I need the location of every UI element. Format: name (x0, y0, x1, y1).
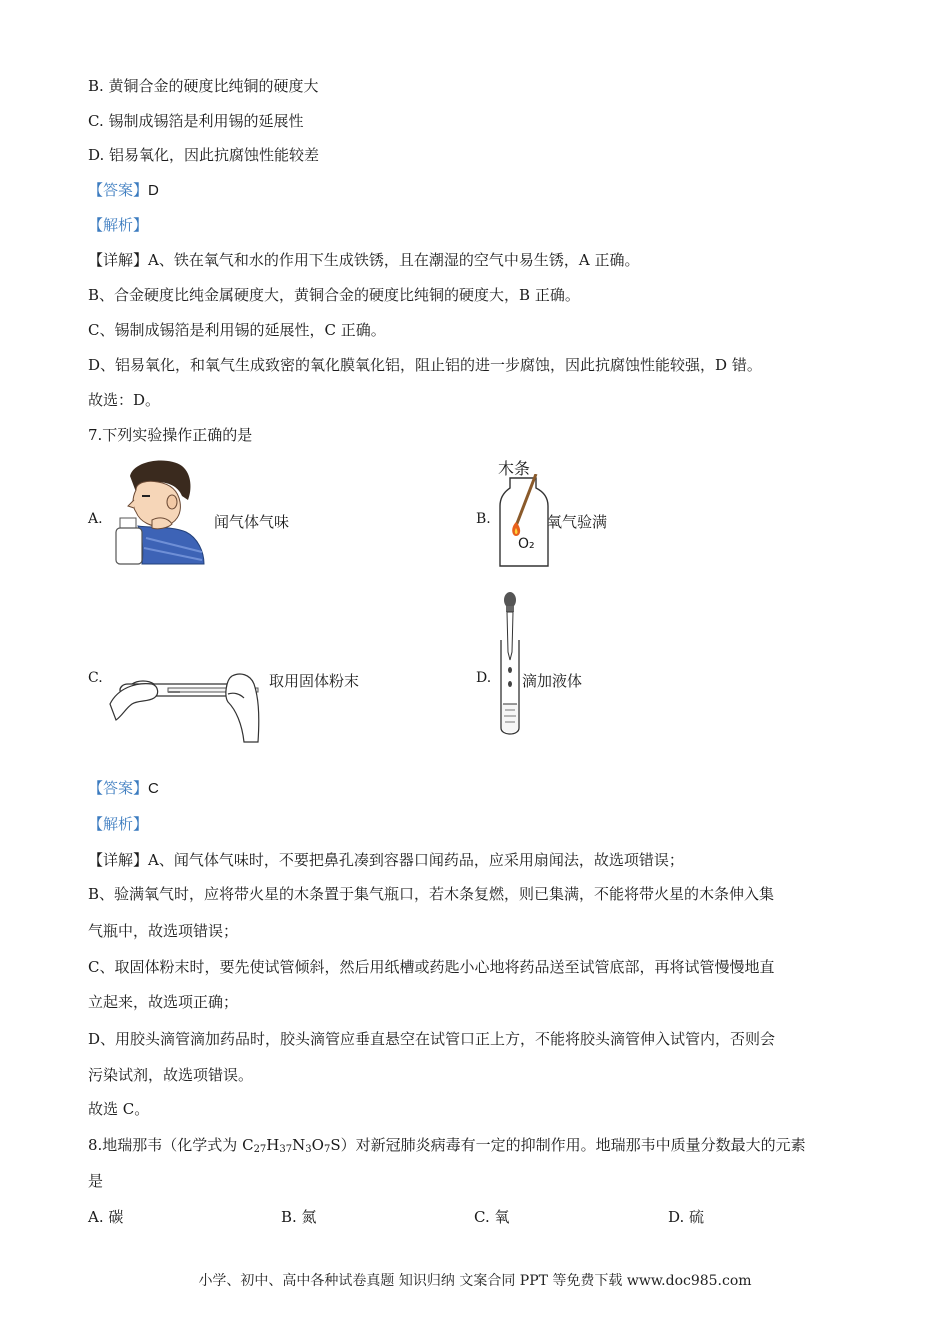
q7-detail-b2: 气瓶中，故选项错误； (88, 922, 239, 940)
q7-option-d-label: D. (476, 670, 492, 686)
el-n: N (292, 1136, 306, 1154)
analysis-tag: 【解析】 (88, 815, 149, 833)
detail-tag: 【详解】 (88, 851, 149, 869)
q7-option-b-label: B. (476, 511, 491, 527)
answer-tag: 【答案】 (88, 779, 149, 797)
smelling-gas-illustration (112, 456, 208, 566)
sub-h: 37 (279, 1144, 293, 1155)
detail-text: A、闻气体气味时，不要把鼻孔凑到容器口闻药品，应采用扇闻法，故选项错误； (148, 851, 684, 869)
el-h: H (266, 1136, 280, 1154)
q7-detail-a (88, 850, 684, 870)
q6-option-d: D. 铝易氧化，因此抗腐蚀性能较差 (88, 146, 320, 164)
page-footer: 小学、初中、高中各种试卷真题 知识归纳 文案合同 PPT 等免费下载 www.doc985.com (198, 1273, 752, 1289)
q6-detail-b: B、合金硬度比纯金属硬度大，黄铜合金的硬度比纯铜的硬度大，B 正确。 (88, 286, 580, 304)
q7-detail-c1: C、取固体粉末时，要先使试管倾斜，然后用纸槽或药匙小心地将药品送至试管底部，再将试管慢慢地直 (88, 958, 775, 976)
q7-option-b-caption: 氧气验满 (547, 513, 608, 531)
q6-option-b: B. 黄铜合金的硬度比纯铜的硬度大 (88, 77, 319, 95)
sub-o: 7 (323, 1144, 331, 1155)
q7-option-d-caption: 滴加液体 (522, 672, 583, 690)
answer-tag: 【答案】 (88, 181, 149, 199)
q7-option-c-label: C. (88, 670, 103, 686)
q8-option-b: B. 氮 (281, 1208, 317, 1226)
answer-value: C (148, 780, 159, 797)
q7-detail-b1: B、验满氧气时，应将带火星的木条置于集气瓶口，若木条复燃，则已集满，不能将带火星的木条伸入集 (88, 885, 775, 903)
q8-stem-pre: 8.地瑞那韦（化学式为 C (88, 1136, 254, 1154)
splint-label: 木条 (498, 459, 531, 478)
detail-text: A、铁在氧气和水的作用下生成铁锈，且在潮湿的空气中易生锈，A 正确。 (148, 251, 640, 269)
q7-detail-c2: 立起来，故选项正确； (88, 993, 239, 1011)
dropper-illustration (496, 590, 524, 740)
analysis-tag: 【解析】 (88, 216, 149, 234)
q7-conclusion: 故选 C。 (88, 1100, 150, 1118)
q8-option-c: C. 氧 (474, 1208, 510, 1226)
detail-tag: 【详解】 (88, 251, 149, 269)
q7-detail-d1: D、用胶头滴管滴加药品时，胶头滴管应垂直悬空在试管口正上方，不能将胶头滴管伸入试管内，否则会 (88, 1030, 776, 1048)
q8-stem (88, 1135, 806, 1160)
q7-detail-d2: 污染试剂，故选项错误。 (88, 1066, 254, 1084)
oxygen-label: O₂ (518, 536, 535, 552)
gas-bottle-illustration (496, 474, 552, 570)
q6-answer-line (88, 180, 159, 201)
q6-detail-a (88, 250, 639, 270)
q7-option-c-caption: 取用固体粉末 (269, 672, 360, 690)
q6-detail-c: C、锡制成锡箔是利用锡的延展性，C 正确。 (88, 321, 386, 339)
q6-option-c: C. 锡制成锡箔是利用锡的延展性 (88, 112, 304, 130)
q7-answer-line (88, 778, 159, 799)
el-o: O (311, 1136, 324, 1154)
q8-option-a: A. 碳 (88, 1208, 124, 1226)
q8-stem-line2: 是 (88, 1172, 104, 1190)
q7-stem: 7.下列实验操作正确的是 (88, 426, 253, 444)
q8-option-d: D. 硫 (668, 1208, 705, 1226)
q6-detail-d: D、铝易氧化，和氧气生成致密的氧化膜氧化铝，阻止铝的进一步腐蚀，因此抗腐蚀性能较强，D 错。 (88, 356, 762, 374)
sub-n: 3 (305, 1144, 312, 1155)
powder-tube-illustration (108, 664, 264, 744)
q6-conclusion: 故选：D。 (88, 391, 161, 409)
answer-value: D (148, 182, 159, 199)
sub-c: 27 (253, 1144, 267, 1155)
q7-option-a-caption: 闻气体气味 (214, 513, 290, 531)
q8-stem-post: S）对新冠肺炎病毒有一定的抑制作用。地瑞那韦中质量分数最大的元素 (330, 1136, 806, 1154)
q7-option-a-label: A. (88, 511, 103, 527)
